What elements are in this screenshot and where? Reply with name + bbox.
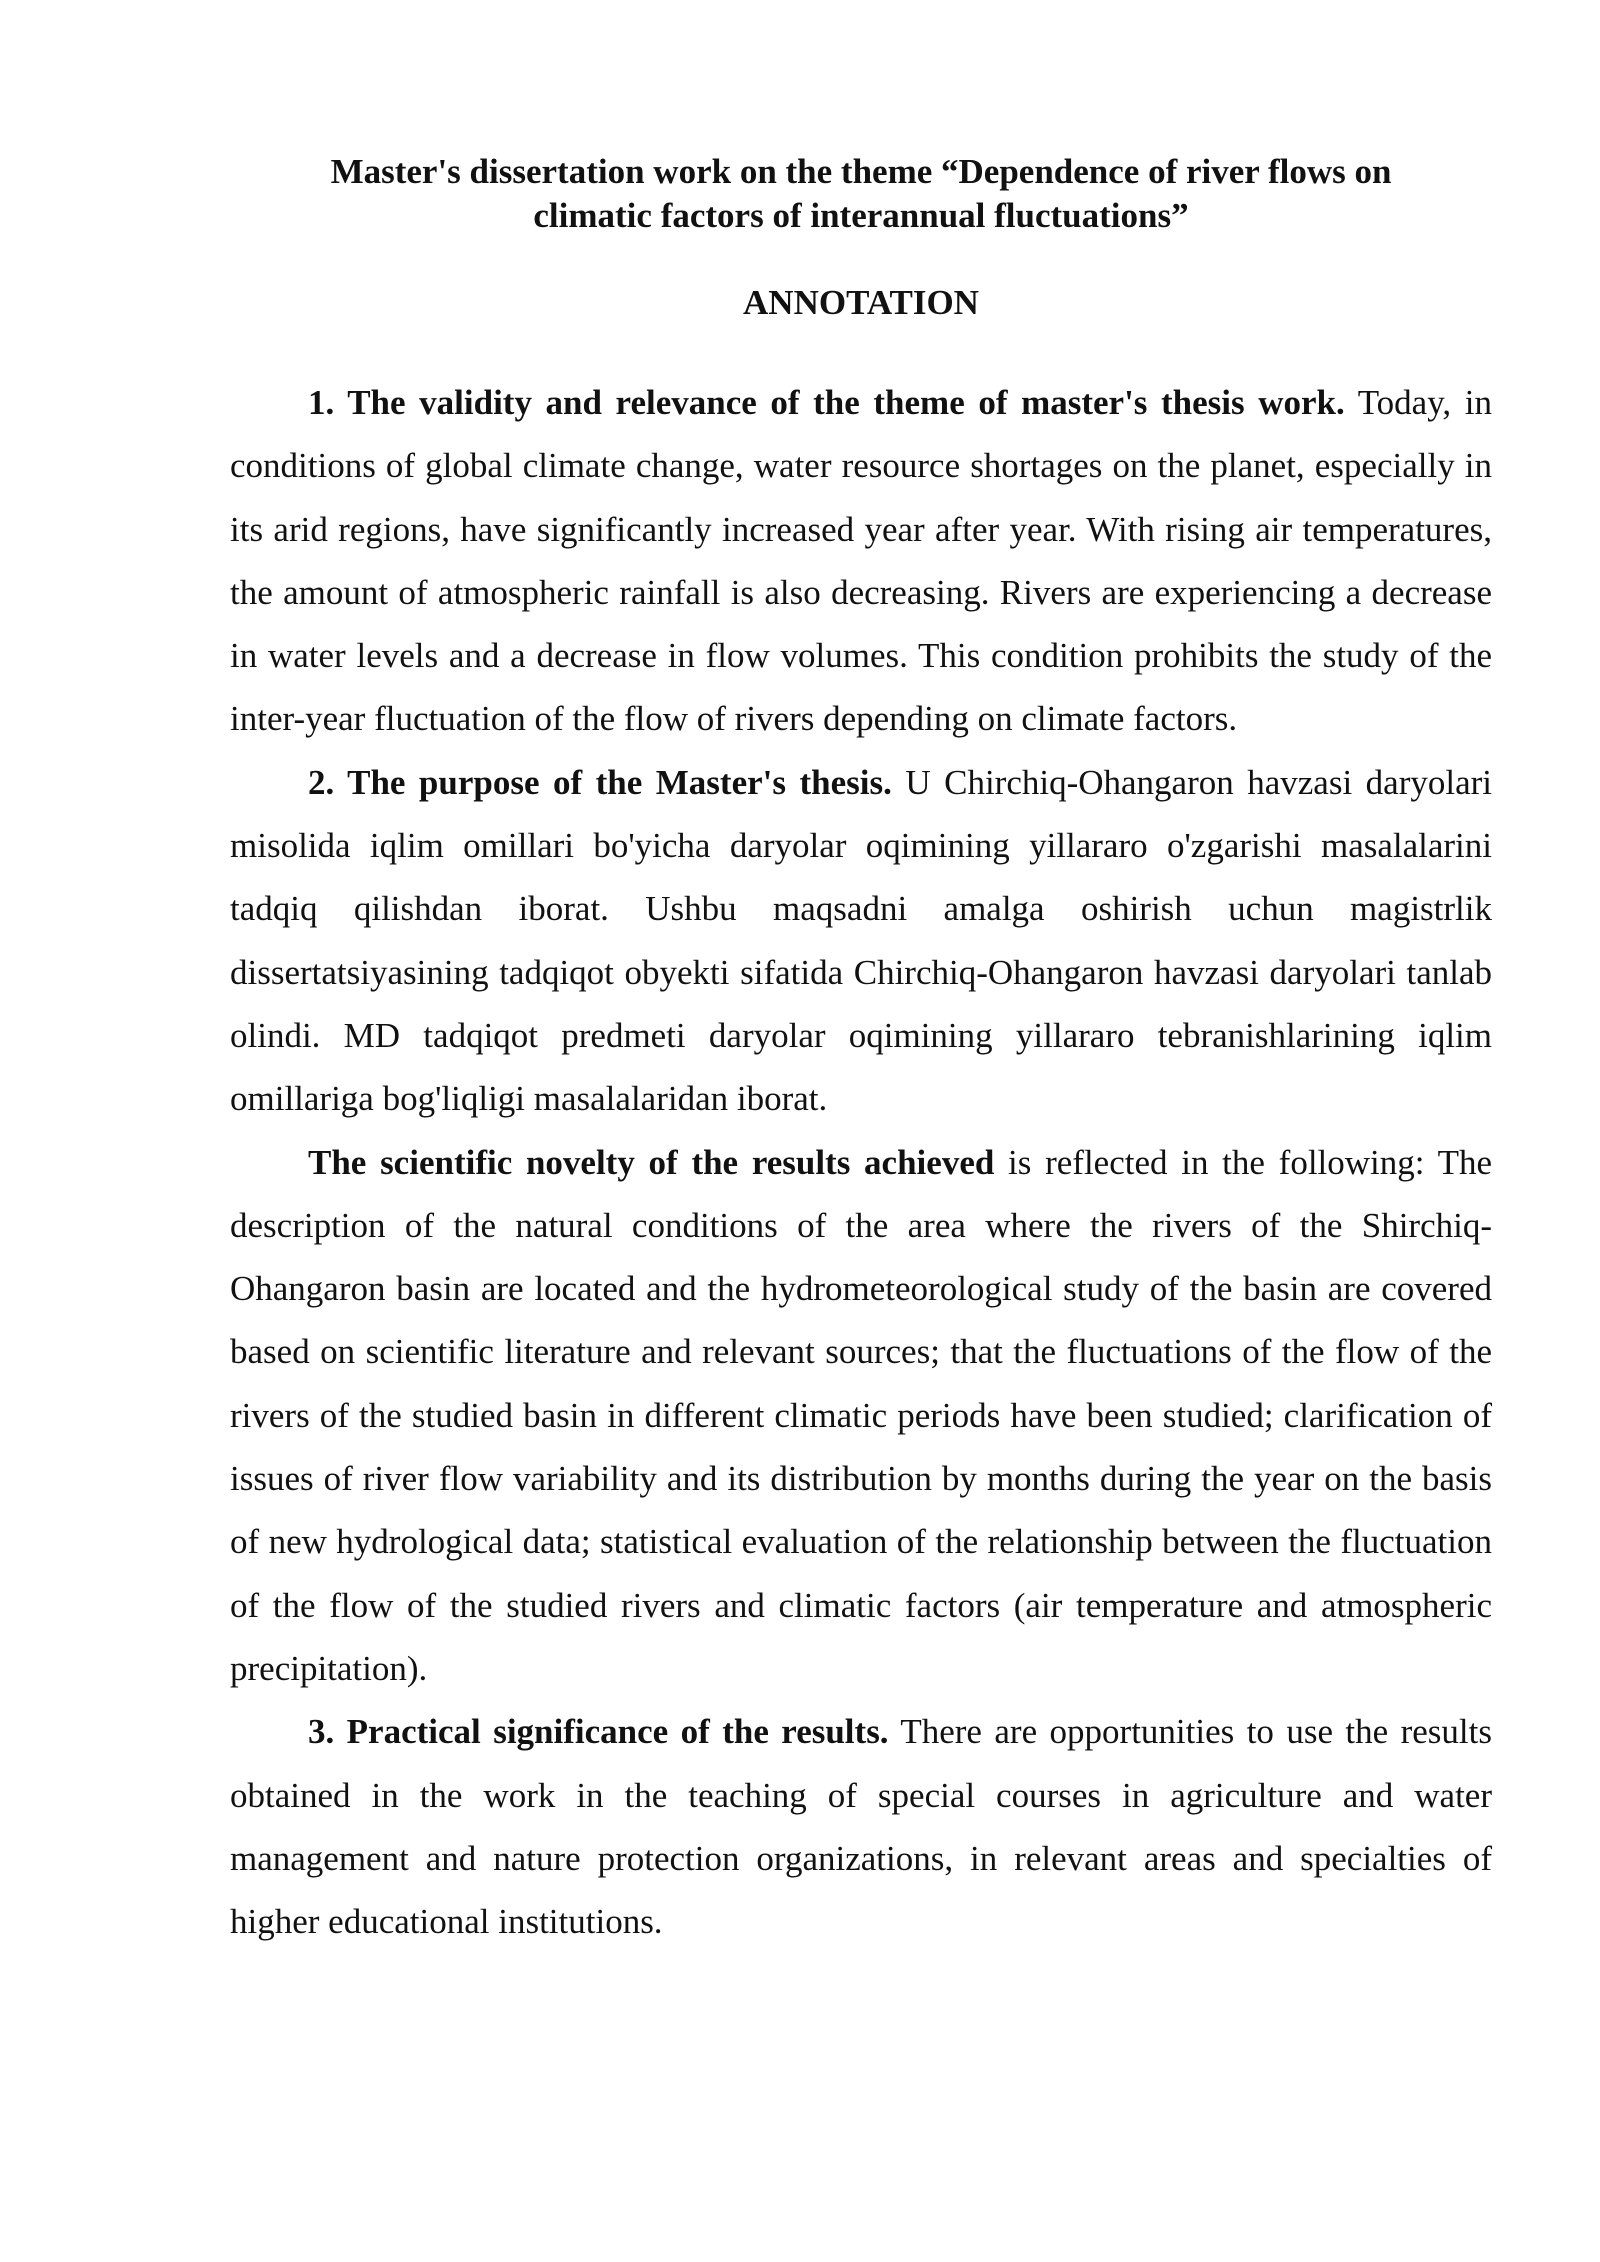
paragraph-purpose — [230, 751, 1492, 1131]
annotation-heading: ANNOTATION — [743, 283, 979, 322]
paragraph-lead: The scientific novelty of the results achieved — [308, 1142, 995, 1182]
title-line-1: Master's dissertation work on the theme “Dependence of river flows on — [330, 152, 1392, 191]
paragraph-lead: 1. The validity and relevance of the theme of master's thesis work. — [308, 383, 1345, 422]
paragraph-lead: 2. The purpose of the Master's thesis. — [308, 762, 892, 802]
paragraph-significance — [230, 1700, 1492, 1953]
paragraph-lead: 3. Practical significance of the results. — [308, 1712, 889, 1752]
document-title — [230, 150, 1492, 238]
title-line-2: climatic factors of interannual fluctuations” — [533, 196, 1189, 235]
paragraph-validity — [230, 371, 1492, 751]
paragraph-text: U Chirchiq-Ohangaron havzasi daryolari misolida iqlim omillari bo'yicha daryolar oqimining yillararo o'zgarishi masalalarini tadqiq qilishdan iborat. Ushbu maqsadni amalga oshirish uchun magistrlik dissertatsiyasining tadqiqot obyekti sifatida Chirchiq-Ohangaron havzasi daryolari tanlab olindi. MD tadqiqot predmeti daryolar oqimining yillararo tebranishlarining iqlim omillariga bog'liqligi masalalaridan iborat. — [230, 762, 1492, 1119]
paragraph-text: Today, in conditions of global climate change, water resource shortages on the planet, especially in its arid regions, have significantly increased year after year. With rising air temperatures, the amount of atmospheric rainfall is also decreasing. Rivers are experiencing a decrease in water levels and a decrease in flow volumes. This condition prohibits the study of the inter-year fluctuation of the flow of rivers depending on climate factors. — [230, 383, 1492, 739]
paragraph-text: is reflected in the following: The description of the natural conditions of the area where the rivers of the Shirchiq-Ohangaron basin are located and the hydrometeorological study of the basin are covered based on scientific literature and relevant sources; that the fluctuations of the flow of the rivers of the studied basin in different climatic periods have been studied; clarification of issues of river flow variability and its distribution by months during the year on the basis of new hydrological data; statistical evaluation of the relationship between the fluctuation of the flow of the studied rivers and climatic factors (air temperature and atmospheric precipitation). — [230, 1142, 1492, 1688]
paragraph-text: There are opportunities to use the results obtained in the work in the teaching of special courses in agriculture and water management and nature protection organizations, in relevant areas and specialties of higher educational institutions. — [230, 1712, 1493, 1942]
paragraph-novelty — [230, 1131, 1492, 1701]
annotation-body — [230, 371, 1492, 1953]
